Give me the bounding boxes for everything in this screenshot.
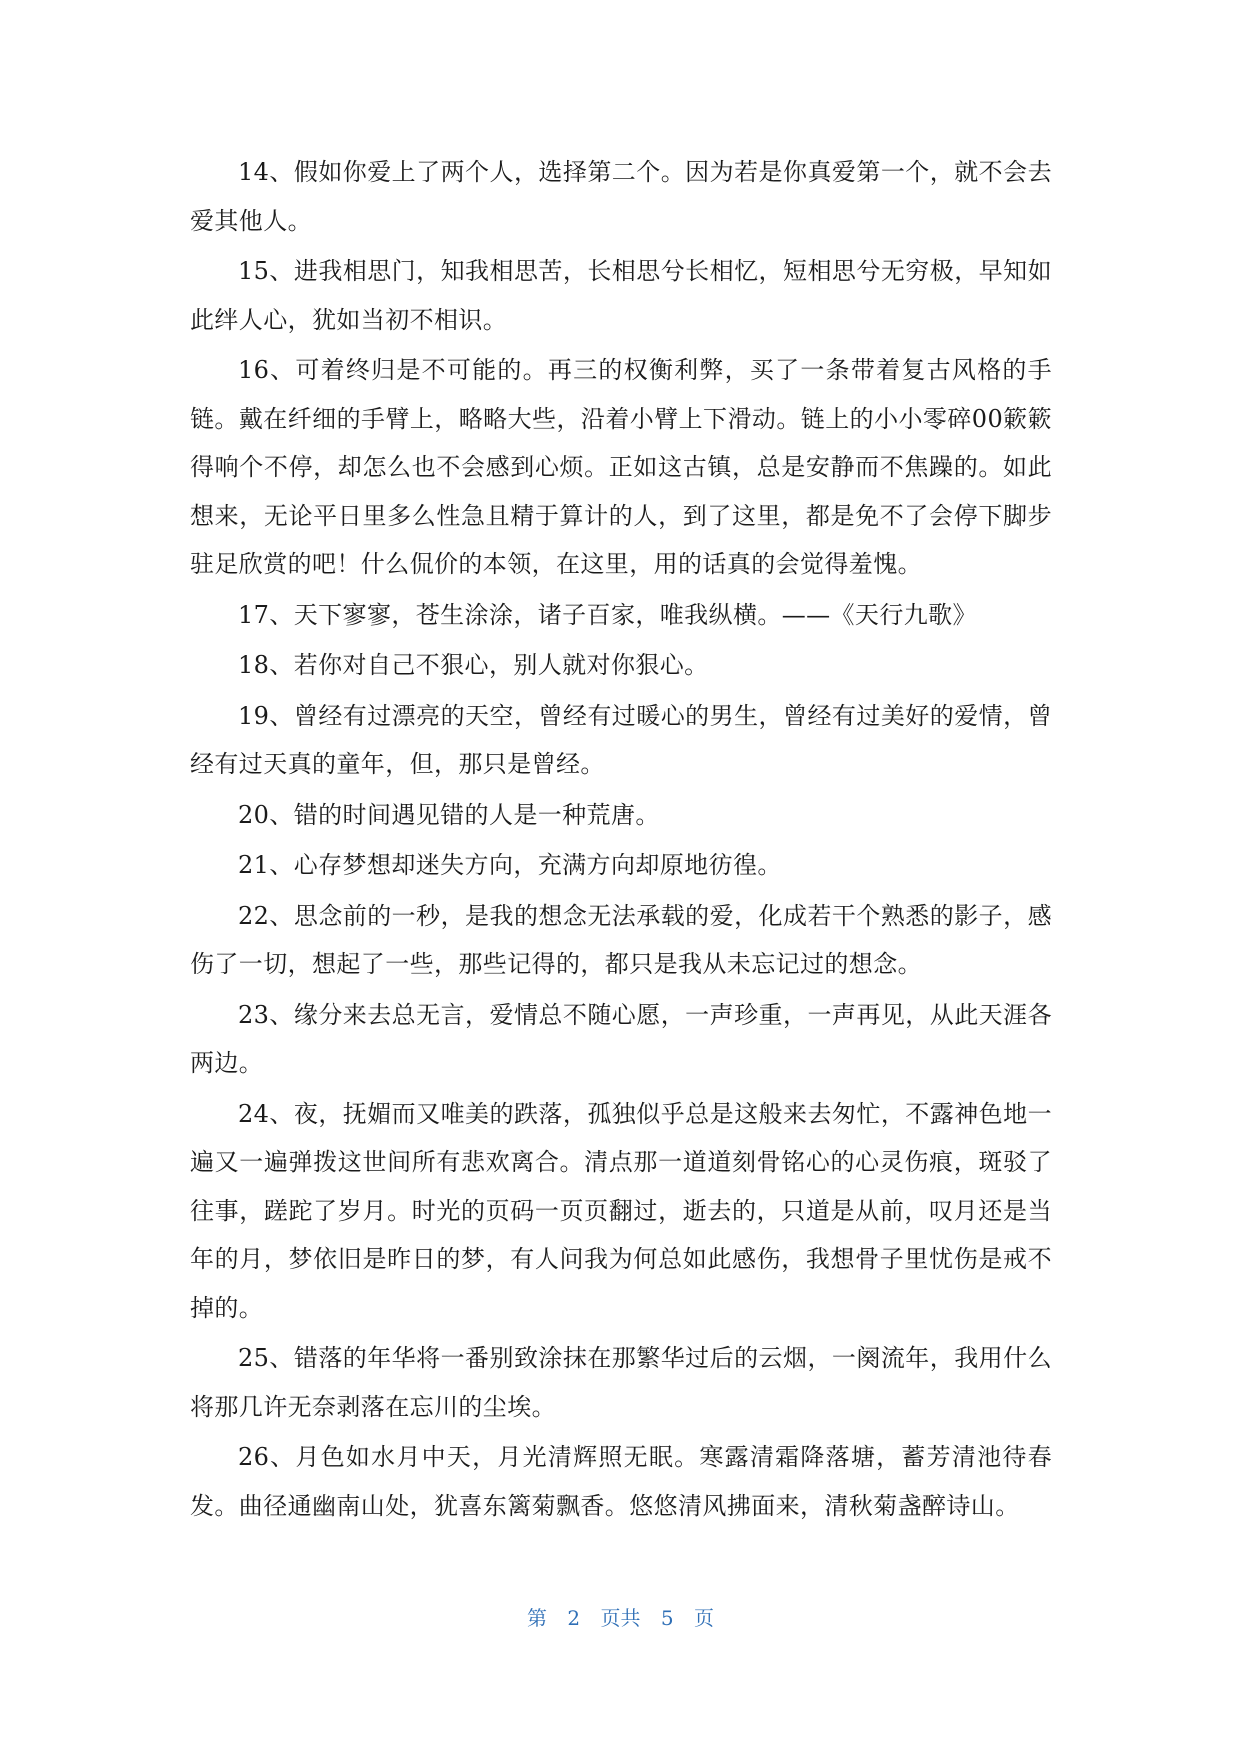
paragraph-21: 21、心存梦想却迷失方向，充满方向却原地彷徨。 <box>238 851 782 879</box>
paragraph-23: 23、缘分来去总无言，爱情总不随心愿，一声珍重，一声再见，从此天涯各两边。 <box>190 1000 1052 1077</box>
paragraph-16: 16、可着终归是不可能的。再三的权衡利弊，买了一条带着复古风格的手链。戴在纤细的手臂上，略略大些，沿着小臂上下滑动。链上的小小零碎00簌簌得响个不停，却怎么也不会感到心烦。正如这古镇，总是安静而不焦躁的。如此想来，无论平日里多么性急且精于算计的人，到了这里，都是免不了会停下脚步驻足欣赏的吧！什么侃价的本领，在这里，用的话真的会觉得羞愧。 <box>190 356 1052 578</box>
footer-label-di: 第 <box>527 1606 548 1630</box>
paragraph-18: 18、若你对自己不狠心，别人就对你狠心。 <box>238 651 709 679</box>
paragraph-14: 14、假如你爱上了两个人，选择第二个。因为若是你真爱第一个，就不会去爱其他人。 <box>190 158 1052 235</box>
footer-total-pages: 5 <box>660 1606 674 1630</box>
paragraph-17: 17、天下寥寥，苍生涂涂，诸子百家，唯我纵横。——《天行九歌》 <box>238 600 977 629</box>
page-footer <box>0 1602 1241 1631</box>
paragraph-20: 20、错的时间遇见错的人是一种荒唐。 <box>238 800 660 829</box>
paragraph-25: 25、错落的年华将一番别致涂抹在那繁华过后的云烟，一阕流年，我用什么将那几许无奈剥落在忘川的尘埃。 <box>190 1344 1052 1421</box>
paragraph-24: 24、夜，抚媚而又唯美的跌落，孤独似乎总是这般来去匆忙，不露神色地一遍又一遍弹拨这世间所有悲欢离合。清点那一道道刻骨铭心的心灵伤痕，斑驳了往事，蹉跎了岁月。时光的页码一页页翻过，逝去的，只道是从前，叹月还是当年的月，梦依旧是昨日的梦，有人问我为何总如此感伤，我想骨子里忧伤是戒不掉的。 <box>190 1099 1052 1322</box>
paragraph-19: 19、曾经有过漂亮的天空，曾经有过暖心的男生，曾经有过美好的爱情，曾经有过天真的童年，但，那只是曾经。 <box>190 701 1052 778</box>
document-body <box>190 148 1052 1532</box>
footer-label-ye: 页 <box>693 1606 714 1630</box>
paragraph-15: 15、进我相思门，知我相思苦，长相思兮长相忆，短相思兮无穷极，早知如此绊人心，犹如当初不相识。 <box>190 257 1052 334</box>
paragraph-26: 26、月色如水月中天，月光清辉照无眠。寒露清霜降落塘，蓄芳清池待春发。曲径通幽南山处，犹喜东篱菊飘香。悠悠清风拂面来，清秋菊盏醉诗山。 <box>190 1443 1052 1520</box>
paragraph-22: 22、思念前的一秒，是我的想念无法承载的爱，化成若干个熟悉的影子，感伤了一切，想起了一些，那些记得的，都只是我从未忘记过的想念。 <box>190 901 1052 978</box>
footer-label-ye-gong: 页共 <box>600 1606 641 1630</box>
footer-current-page: 2 <box>567 1606 581 1630</box>
